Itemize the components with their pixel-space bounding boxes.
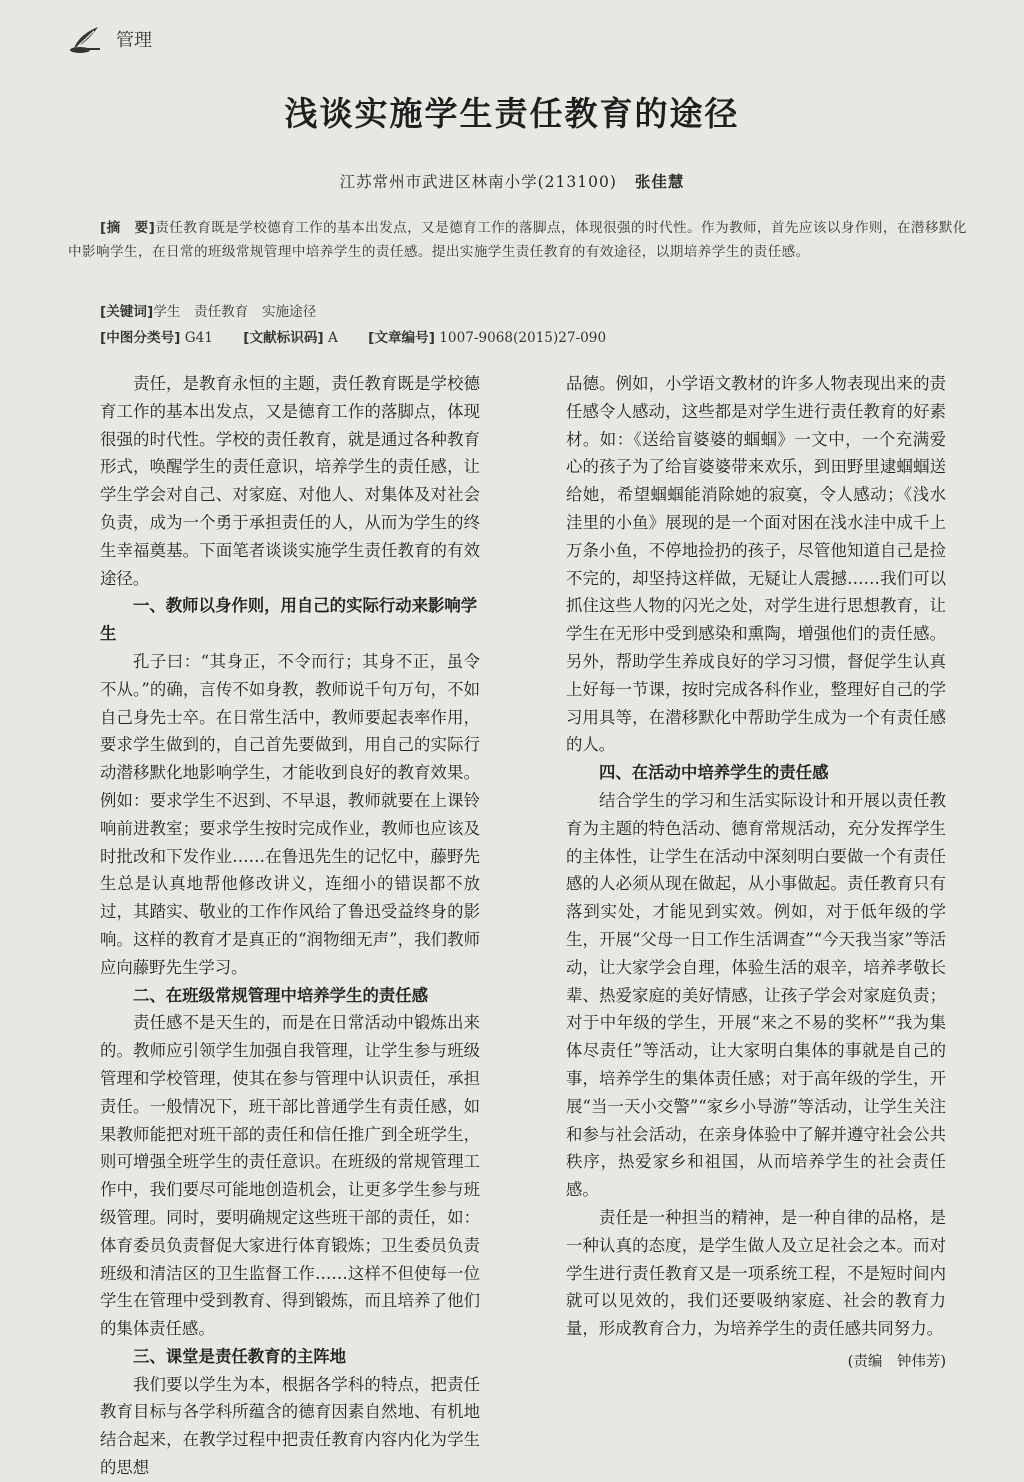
keywords-tag: [关键词] xyxy=(100,304,154,320)
doc-code-value: A xyxy=(327,330,338,346)
affiliation: 江苏常州市武进区林南小学(213100) xyxy=(339,173,617,191)
author-line xyxy=(0,170,1024,192)
abstract xyxy=(68,216,968,264)
article-id-value: 1007-9068(2015)27-090 xyxy=(439,330,607,346)
intro-paragraph: 责任，是教育永恒的主题，责任教育既是学校德育工作的基本出发点，又是德育工作的落脚点，体现很强的时代性。学校的责任教育，就是通过各种教育形式，唤醒学生的责任意识，培养学生的责任感，让学生学会对自己、对家庭、对他人、对集体及对社会负责，成为一个勇于承担责任的人，从而为学生的终生幸福奠基。下面笔者谈谈实施学生责任教育的有效途径。 xyxy=(100,374,480,588)
section-4-paragraph: 结合学生的学习和生活实际设计和开展以责任教育为主题的特色活动、德育常规活动，充分发挥学生的主体性，让学生在活动中深刻明白要做一个有责任感的人必须从现在做起，从小事做起。责任教育只有落到实处，才能见到实效。例如，对于低年级的学生，开展“父母一日工作生活调查”“今天我当家”等活动，让大家学会自理，体验生活的艰辛，培养孝敬长辈、热爱家庭的美好情感，让孩子学会对家庭负责；对于中年级的学生，开展“来之不易的奖杯”“我为集体尽责任”等活动，让大家明白集体的事就是自己的事，培养学生的集体责任感；对于高年级的学生，开展“当一天小交警”“家乡小导游”等活动，让学生关注和参与社会活动，在亲身体验中了解并遵守社会公共秩序，热爱家乡和祖国，从而培养学生的社会责任感。 xyxy=(566,790,946,1200)
right-column xyxy=(566,370,946,1377)
clc-tag: [中图分类号] xyxy=(100,330,181,346)
clc-value: G41 xyxy=(184,330,213,346)
keywords-line xyxy=(100,300,316,320)
page-header xyxy=(68,24,152,54)
section-heading-3: 三、课堂是责任教育的主阵地 xyxy=(133,1346,347,1366)
section-heading-2: 二、在班级常规管理中培养学生的责任感 xyxy=(133,985,429,1005)
section-3-continued-paragraph: 品德。例如，小学语文教材的许多人物表现出来的责任感令人感动，这些都是对学生进行责任教育的好素材。如：《送给盲婆婆的蝈蝈》一文中，一个充满爱心的孩子为了给盲婆婆带来欢乐，到田野里逮蝈蝈送给她，希望蝈蝈能消除她的寂寞，令人感动；《浅水洼里的小鱼》展现的是一个面对困在浅水洼中成千上万条小鱼，不停地捡扔的孩子，尽管他知道自己是捡不完的，却坚持这样做，无疑让人震撼……我们可以抓住这些人物的闪光之处，对学生进行思想教育，让学生在无形中受到感染和熏陶，增强他们的责任感。另外，帮助学生养成良好的学习习惯，督促学生认真上好每一节课，按时完成各科作业，整理好自己的学习用具等，在潜移默化中帮助学生成为一个有责任感的人。 xyxy=(566,374,946,755)
section-1-paragraph: 孔子曰：“其身正，不令而行；其身不正，虽令不从。”的确，言传不如身教，教师说千句万句，不如自己身先士卒。在日常生活中，教师要起表率作用，要求学生做到的，自己首先要做到，用自己的实际行动潜移默化地影响学生，才能收到良好的教育效果。例如：要求学生不迟到、不早退，教师就要在上课铃响前进教室；要求学生按时完成作业，教师也应该及时批改和下发作业……在鲁迅先生的记忆中，藤野先生总是认真地帮他修改讲义，连细小的错误都不放过，其踏实、敬业的工作作风给了鲁迅受益终身的影响。这样的教育才是真正的“润物细无声”，我们教师应向藤野先生学习。 xyxy=(100,651,480,977)
quill-ink-icon xyxy=(68,24,108,54)
section-label: 管理 xyxy=(116,30,152,51)
abstract-text: 责任教育既是学校德育工作的基本出发点，又是德育工作的落脚点，体现很强的时代性。作为教师，首先应该以身作则，在潜移默化中影响学生，在日常的班级常规管理中培养学生的责任感。提出实施学生责任教育的有效途径，以期培养学生的责任感。 xyxy=(68,220,967,260)
left-column xyxy=(100,370,480,1482)
editor-credit: (责编 钟伟芳) xyxy=(847,1353,946,1370)
doc-code-tag: [文献标识码] xyxy=(243,330,324,346)
section-heading-4: 四、在活动中培养学生的责任感 xyxy=(599,763,829,783)
keywords-text: 学生 责任教育 实施途径 xyxy=(153,304,317,320)
article-id-tag: [文章编号] xyxy=(368,330,435,346)
section-3-paragraph: 我们要以学生为本，根据各学科的特点，把责任教育目标与各学科所蕴含的德育因素自然地、有机地结合起来，在教学过程中把责任教育内容内化为学生的思想 xyxy=(100,1374,480,1478)
classification-line xyxy=(100,326,606,346)
conclusion-paragraph: 责任是一种担当的精神，是一种自律的品格，是一种认真的态度，是学生做人及立足社会之本。而对学生进行责任教育又是一项系统工程，不是短时间内就可以见效的，我们还要吸纳家庭、社会的教育力量，形成教育合力，为培养学生的责任感共同努力。 xyxy=(566,1207,946,1339)
abstract-tag: [摘 要] xyxy=(100,220,156,236)
author-name: 张佳慧 xyxy=(634,173,685,191)
article-title: 浅谈实施学生责任教育的途径 xyxy=(284,94,740,133)
section-heading-1: 一、教师以身作则，用自己的实际行动来影响学生 xyxy=(100,596,478,644)
section-2-paragraph: 责任感不是天生的，而是在日常活动中锻炼出来的。教师应引领学生加强自我管理，让学生参与班级管理和学校管理，使其在参与管理中认识责任，承担责任。一般情况下，班干部比普通学生有责任感，如果教师能把对班干部的责任和信任推广到全班学生，则可增强全班学生的责任意识。在班级的常规管理工作中，我们要尽可能地创造机会，让更多学生参与班级管理。同时，要明确规定这些班干部的责任，如：体育委员负责督促大家进行体育锻炼；卫生委员负责班级和清洁区的卫生监督工作……这样不但使每一位学生在管理中受到教育、得到锻炼，而且培养了他们的集体责任感。 xyxy=(100,1013,480,1339)
